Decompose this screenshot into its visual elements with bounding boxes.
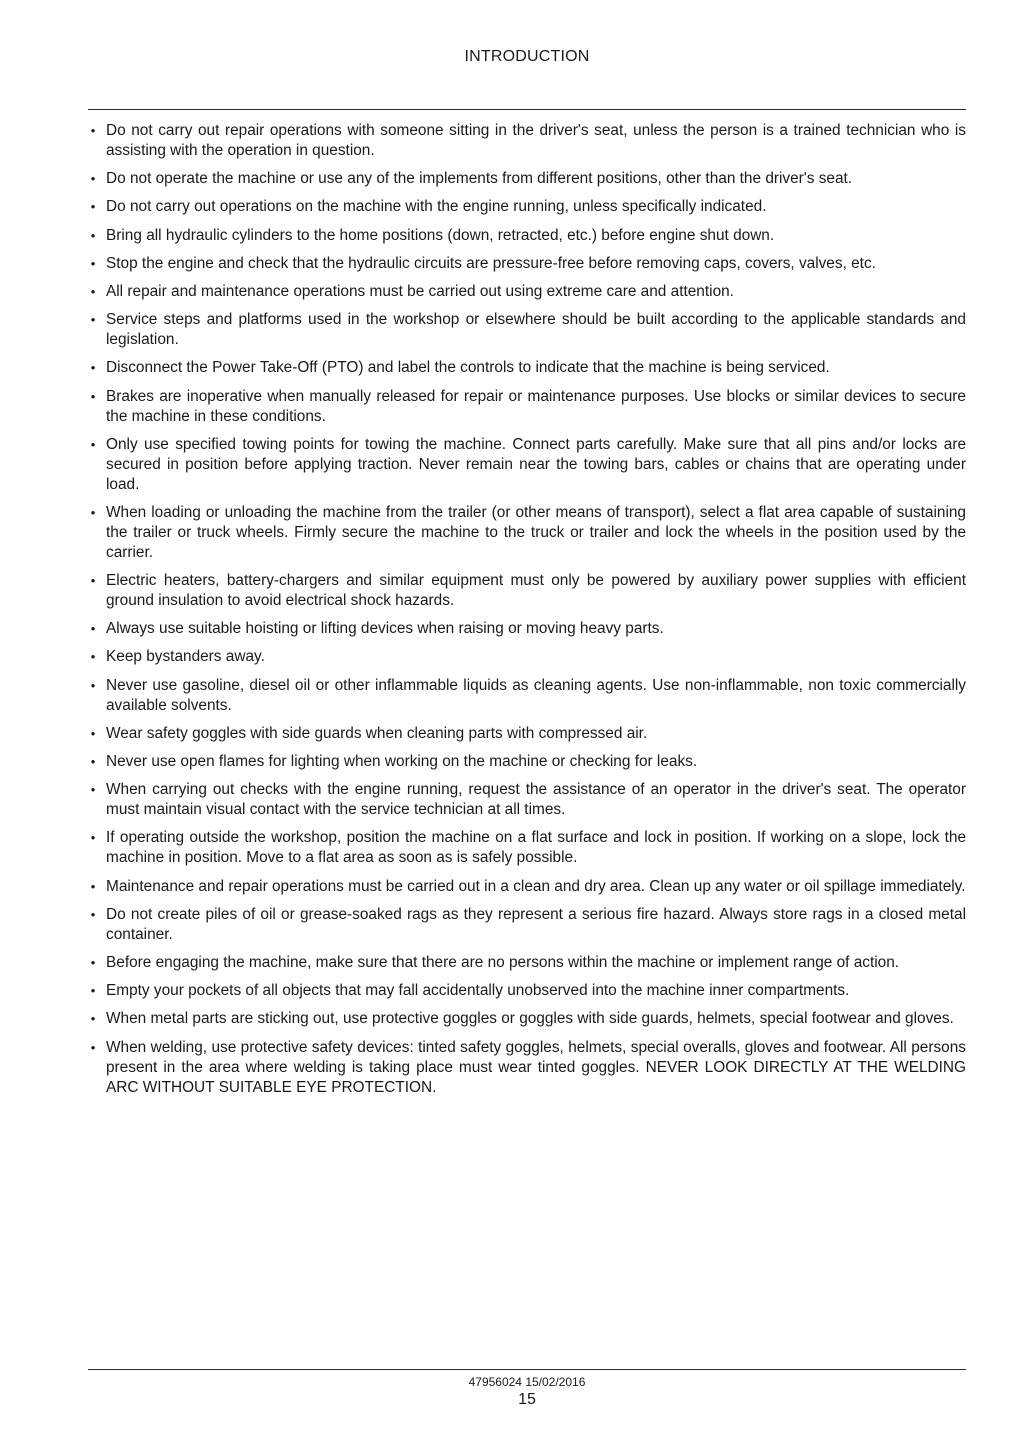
list-item-text: Empty your pockets of all objects that may fall accidentally unobserved into the machine inner compartments.: [106, 982, 850, 1000]
list-item-text: Keep bystanders away.: [106, 648, 265, 666]
bullet-icon: •: [90, 983, 96, 999]
bullet-icon: •: [90, 436, 96, 452]
bullet-icon: •: [90, 255, 96, 271]
list-item-text: Never use open flames for lighting when working on the machine or checking for leaks.: [106, 753, 698, 770]
document-code: 47956024 15/02/2016: [468, 1375, 586, 1389]
bullet-icon: •: [90, 649, 96, 665]
list-item: [88, 1038, 966, 1098]
list-item: [88, 387, 966, 427]
list-item: [88, 877, 966, 897]
list-item: [88, 503, 966, 563]
bullet-icon: •: [90, 830, 96, 846]
list-item-text: Before engaging the machine, make sure that there are no persons within the machine or implement range of action.: [106, 953, 900, 971]
bullet-icon: •: [90, 123, 96, 138]
bullet-icon: •: [90, 725, 96, 741]
list-item-text: All repair and maintenance operations must be carried out using extreme care and attention.: [106, 282, 734, 300]
list-item: [88, 619, 966, 639]
list-item: [88, 752, 966, 772]
list-item-text: Service steps and platforms used in the workshop or elsewhere should be built according to the applicable standards and legislation.: [106, 311, 966, 349]
bullet-icon: •: [90, 312, 96, 328]
bullet-icon: •: [90, 906, 96, 922]
bullet-icon: •: [90, 283, 96, 299]
list-item-text: If operating outside the workshop, position the machine on a flat surface and lock in position. If working on a slope, lock the machine in position. Move to a flat area as soon as is safely possible.: [106, 829, 966, 867]
bullet-icon: •: [90, 754, 96, 769]
list-item: [88, 435, 966, 495]
list-item-text: Stop the engine and check that the hydraulic circuits are pressure-free before removing caps, covers, valves, etc.: [106, 254, 876, 272]
list-item: [88, 169, 966, 189]
bullet-icon: •: [90, 227, 96, 243]
list-item: [88, 676, 966, 716]
bullet-icon: •: [90, 573, 96, 589]
bullet-icon: •: [90, 388, 96, 404]
list-item-text: Do not create piles of oil or grease-soaked rags as they represent a serious fire hazard. Always store rags in a closed metal container.: [106, 905, 966, 943]
list-item: [88, 310, 966, 350]
bullet-icon: •: [90, 954, 96, 970]
safety-bullet-list: [88, 121, 966, 1106]
bullet-icon: •: [90, 504, 96, 520]
bullet-icon: •: [90, 677, 96, 693]
footer-divider: [88, 1369, 966, 1370]
list-item: [88, 197, 966, 217]
list-item-text: Disconnect the Power Take-Off (PTO) and label the controls to indicate that the machine is being serviced.: [106, 359, 830, 377]
list-item-text: Wear safety goggles with side guards when cleaning parts with compressed air.: [106, 724, 648, 742]
list-item: [88, 1009, 966, 1029]
list-item-text: Never use gasoline, diesel oil or other inflammable liquids as cleaning agents. Use non-inflammable, non toxic commercially available solvents.: [106, 676, 966, 714]
bullet-icon: •: [90, 199, 96, 215]
list-item: [88, 647, 966, 667]
list-item-text: When welding, use protective safety devices: tinted safety goggles, helmets, special overalls, gloves and footwear. All persons present in the area where welding is taking place must wear tinted goggles. NEVER LOOK DIRECTLY AT THE WELDING ARC WITHOUT SUITABLE EYE PROTECTION.: [106, 1038, 966, 1096]
list-item-text: Maintenance and repair operations must be carried out in a clean and dry area. Clean up any water or oil spillage immediately.: [106, 877, 966, 895]
list-item-text: Always use suitable hoisting or lifting devices when raising or moving heavy parts.: [106, 620, 664, 638]
list-item-text: When metal parts are sticking out, use protective goggles or goggles with side guards, helmets, special footwear and gloves.: [106, 1010, 954, 1028]
list-item-text: Do not carry out operations on the machine with the engine running, unless specifically indicated.: [106, 198, 767, 216]
bullet-icon: •: [90, 1039, 96, 1055]
bullet-icon: •: [90, 782, 96, 798]
list-item-text: Do not carry out repair operations with someone sitting in the driver's seat, unless the person is a trained technician who is assisting with the operation in question.: [106, 122, 966, 159]
list-item: [88, 226, 966, 246]
list-item: [88, 905, 966, 945]
list-item: [88, 121, 966, 161]
list-item: [88, 571, 966, 611]
list-item-text: Do not operate the machine or use any of the implements from different positions, other than the driver's seat.: [106, 170, 853, 188]
list-item-text: Brakes are inoperative when manually released for repair or maintenance purposes. Use blocks or similar devices to secure the machine in these conditions.: [106, 387, 966, 425]
page-number: 15: [518, 1391, 536, 1408]
list-item-text: Bring all hydraulic cylinders to the home positions (down, retracted, etc.) before engine shut down.: [106, 226, 775, 244]
list-item-text: When loading or unloading the machine from the trailer (or other means of transport), select a flat area capable of sustaining the trailer or truck wheels. Firmly secure the machine to the truck or trailer and lock the wheels in the position used by the carrier.: [106, 503, 966, 561]
header-divider: [88, 109, 966, 110]
list-item: [88, 953, 966, 973]
list-item: [88, 780, 966, 820]
bullet-icon: •: [90, 171, 96, 187]
list-item: [88, 282, 966, 302]
list-item: [88, 724, 966, 744]
list-item: [88, 254, 966, 274]
list-item-text: Electric heaters, battery-chargers and similar equipment must only be powered by auxiliary power supplies with efficient ground insulation to avoid electrical shock hazards.: [106, 572, 966, 610]
list-item: [88, 358, 966, 378]
bullet-icon: •: [90, 1011, 96, 1027]
list-item: [88, 981, 966, 1001]
bullet-icon: •: [90, 621, 96, 637]
list-item-text: When carrying out checks with the engine running, request the assistance of an operator in the driver's seat. The operator must maintain visual contact with the service technician at all times.: [106, 781, 966, 819]
list-item-text: Only use specified towing points for towing the machine. Connect parts carefully. Make sure that all pins and/or locks are secured in position before applying traction. Never remain near the towing bars, cables or chains that are operating under load.: [106, 435, 966, 493]
bullet-icon: •: [90, 360, 96, 376]
page-header-title: INTRODUCTION: [464, 48, 590, 65]
bullet-icon: •: [90, 878, 96, 894]
list-item: [88, 828, 966, 868]
